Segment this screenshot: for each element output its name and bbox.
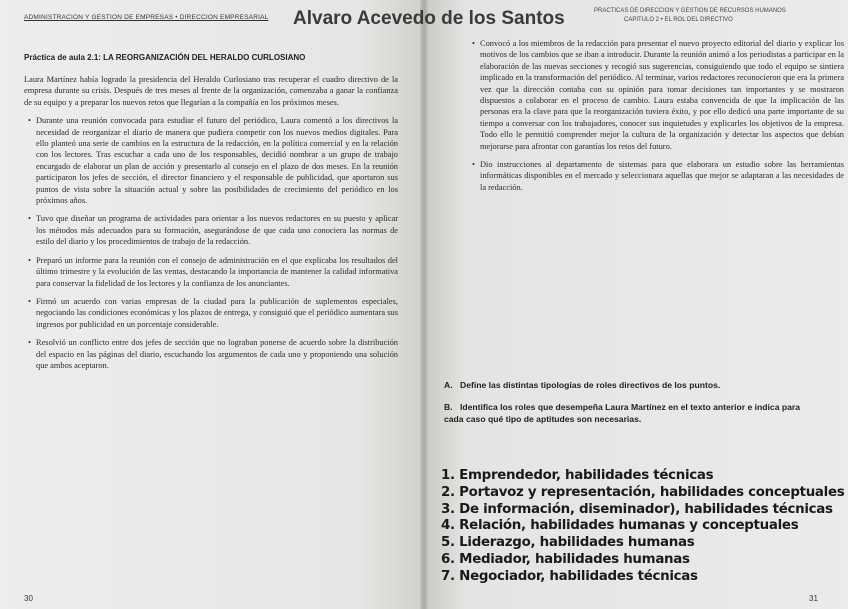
question-b: B. Identifica los roles que desempeña Laura Martínez en el texto anterior e indica para cada caso qué tipo de aptitudes son necesarias. <box>444 402 801 424</box>
right-running-head-sub: CAPITULO 2 • EL ROL DEL DIRECTIVO <box>624 17 733 23</box>
right-page-number: 31 <box>809 594 818 603</box>
right-running-head: PRACTICAS DE DIRECCION Y GESTION DE RECURSOS HUMANOS <box>594 8 786 14</box>
left-running-head: ADMINISTRACION Y GESTION DE EMPRESAS • DIRECCION EMPRESARIAL <box>24 14 269 21</box>
bullet-icon: • <box>472 39 475 48</box>
question-a: A. Define las distintas tipologías de roles directivos de los puntos. <box>444 380 721 390</box>
bullet-icon: • <box>472 160 475 170</box>
book-gutter <box>420 0 428 609</box>
answer-line: 5. Liderazgo, habilidades humanas <box>441 535 695 551</box>
answer-line: 4. Relación, habilidades humanas y conceptuales <box>441 518 799 534</box>
answer-line: 3. De información, diseminador), habilidades técnicas <box>441 501 833 517</box>
bullet-icon: • <box>28 338 31 348</box>
bullet-icon: • <box>28 296 31 306</box>
answer-line: 6. Mediador, habilidades humanas <box>441 551 690 567</box>
right-bullet: • Dio instrucciones al departamento de sistemas para que elaborara un estudio sobre las herramientas informáticas disponibles en el mercado y seleccionara aquellas que mejor se adaptaran a las necesidades de la redacción. <box>472 160 844 192</box>
bullet-icon: • <box>28 116 31 126</box>
right-bullet: • Convocó a los miembros de la redacción para presentar el nuevo proyecto editorial del diario y explicar los motivos de los cambios que se iban a introducir. Durante la reunión animó a los periodistas a participar en la elaboración de las nuevas secciones y recogió sus sugerencias, consiguiendo que todo el equipo se sintiera implicado en la transformación del periódico. Al terminar, varios redactores reconocieron que era la primera vez que la dirección contaba con su opinión para tomar decisiones tan importantes y se mostraron dispuestos a colaborar en el proceso de cambio. Laura estaba convencida de que la implicación de las personas era la clave para que la reorganización tuviera éxito, y por ello dedicó una parte importante de su tiempo a conversar con los trabajadores, conocer sus inquietudes y explicarles los objetivos de la empresa. Todo ello le permitió comprender mejor la cultura de la organización y detectar los aspectos que debían mejorarse para afrontar con garantías los retos del futuro. <box>472 39 844 151</box>
questions-block <box>444 379 819 435</box>
bullet-icon: • <box>28 214 31 224</box>
left-bullet: • Resolvió un conflicto entre dos jefes de sección que no lograban ponerse de acuerdo sobre la distribución del espacio en las páginas del diario, escuchando los argumentos de cada uno y proponiendo una solución que ambos aceptaron. <box>28 338 398 370</box>
section-title: Práctica de aula 2.1: LA REORGANIZACIÓN DEL HERALDO CURLOSIANO <box>24 53 306 62</box>
bullet-icon: • <box>28 255 31 265</box>
right-body-text <box>468 38 844 200</box>
left-body-text <box>24 74 398 378</box>
answer-line: 1. Emprendedor, habilidades técnicas <box>441 468 714 483</box>
left-bullet: • Preparó un informe para la reunión con el consejo de administración en el que explicaba los resultados del último trimestre y la evolución de las ventas, destacando la importancia de mantener la calidad informativa para conservar la fidelidad de los lectores y la confianza de los anunciantes. <box>28 255 398 288</box>
left-bullet: • Tuvo que diseñar un programa de actividades para orientar a los nuevos redactores en su puesto y aplicar los métodos más adecuados para su formación, asegurándose de que cada uno conociera las normas de estilo del diario y los procedimientos de trabajo de la redacción. <box>28 214 398 247</box>
answer-line: 2. Portavoz y representación, habilidades conceptuales <box>441 484 845 500</box>
answer-line: 7. Negociador, habilidades técnicas <box>441 568 698 584</box>
left-bullet: • Firmó un acuerdo con varias empresas de la ciudad para la publicación de suplementos especiales, negociando las condiciones económicas y los plazos de entrega, y consiguió que el periódico aumentara sus ingresos por publicidad en un porcentaje considerable. <box>28 296 398 329</box>
left-bullet: • Durante una reunión convocada para estudiar el futuro del periódico, Laura comentó a los directivos la necesidad de reorganizar el diario de manera que pudiera competir con los nuevos medios digitales. Para ello planteó una serie de cambios en la estructura de la redacción, en la política comercial y en la relación con los lectores. Tras escuchar a cada uno de los responsables, decidió nombrar a un grupo de trabajo encargado de elaborar un plan de acción y presentarlo al consejo en el plazo de dos meses. En la reunión participaron los jefes de sección, el director financiero y el responsable de publicidad, que aportaron sus puntos de vista sobre la situación actual y sobre las posibilidades de crecimiento del periódico en los próximos años. <box>28 116 398 206</box>
handwritten-answers <box>441 468 845 586</box>
author-name: Alvaro Acevedo de los Santos <box>293 8 565 29</box>
intro-paragraph: Laura Martínez había logrado la presidencia del Heraldo Curlosiano tras recuperar el cuadro directivo de la empresa durante su crisis. Después de tres meses al frente de la organización, comenzaba a ganar la confianza de su equipo y a preparar los nuevos retos que llegarían a la compañía en los próximos meses. <box>24 75 398 107</box>
left-page-number: 30 <box>24 594 33 603</box>
